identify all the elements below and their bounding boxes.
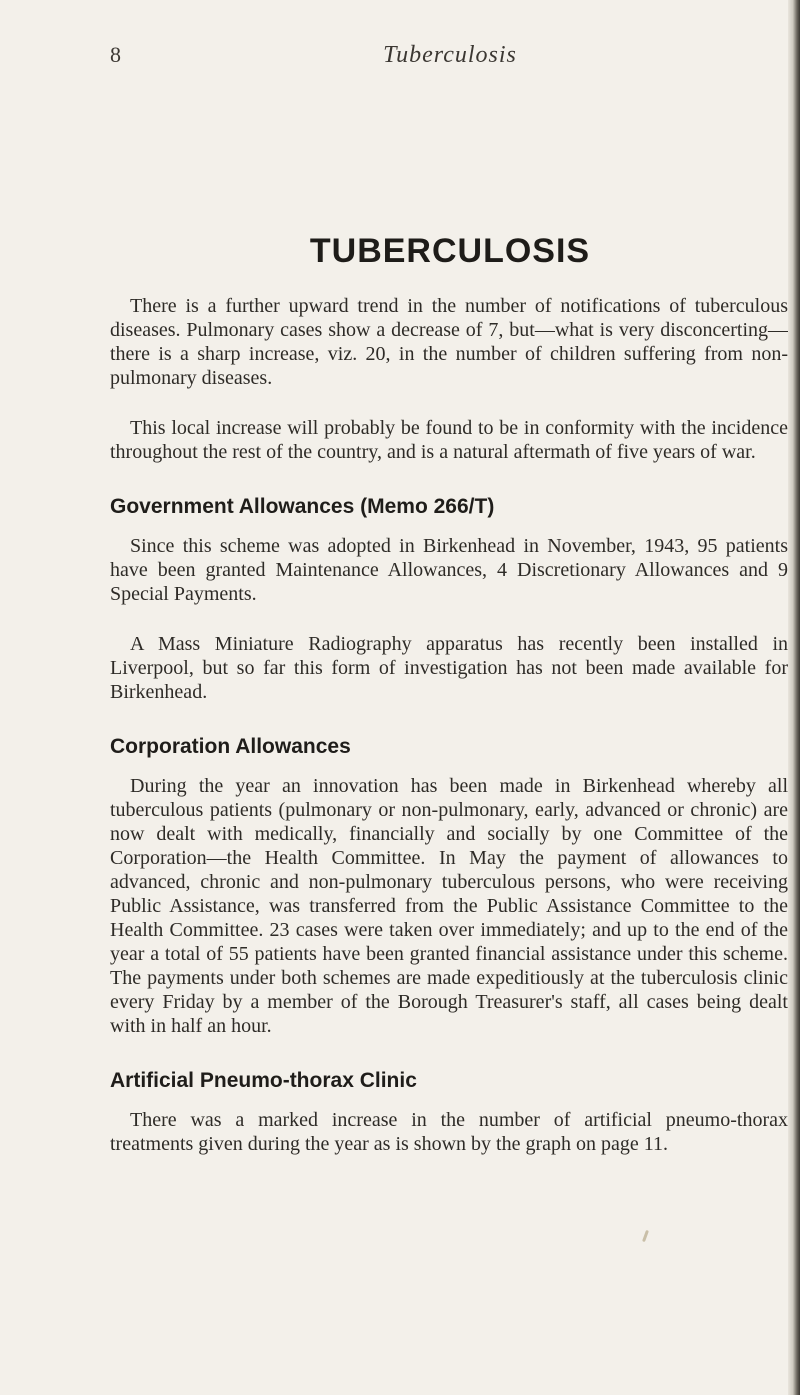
corporation-allowances-paragraph: During the year an innovation has been made in Birkenhead whereby all tuberculous patients (pulmonary or non-pulmonary, early, advanced or chronic) are now dealt with medically, financially and socially by one Committee of the Corporation—the Health Committee. In May the payment of allowances to advanced, chronic and non-pulmonary tuberculous persons, who were receiving Public Assistance, was transferred from the Public Assistance Committee to the Health Committee. 23 cases were taken over immediately; and up to the end of the year a total of 55 patients have been granted financial assistance under this scheme. The payments under both schemes are made expeditiously at the tuberculosis clinic every Friday by a member of the Borough Treasurer's staff, all cases being dealt with in half an hour. [110,775,788,1037]
page-header [110,42,790,72]
intro-paragraph-2: This local increase will probably be found to be in conformity with the incidence throughout the rest of the country, and is a natural aftermath of five years of war. [110,417,788,463]
section-heading-pneumothorax-clinic: Artificial Pneumo-thorax Clinic [110,1069,417,1092]
page-number: 8 [110,42,121,67]
intro-paragraph-1: There is a further upward trend in the number of notifications of tuberculous diseases. Pulmonary cases show a decrease of 7, but—what is very disconcerting—there is a sharp increase, viz. 20, in the number of children suffering from non-pulmonary diseases. [110,295,788,389]
government-allowances-paragraph-2: A Mass Miniature Radiography apparatus has recently been installed in Liverpool, but so far this form of investigation has not been made available for Birkenhead. [110,633,788,703]
section-heading-corporation-allowances: Corporation Allowances [110,735,351,758]
section-heading-government-allowances: Government Allowances (Memo 266/T) [110,495,495,518]
paper-speck [642,1230,649,1242]
pneumothorax-clinic-paragraph: There was a marked increase in the number of artificial pneumo-thorax treatments given during the year as is shown by the graph on page 11. [110,1109,788,1155]
page-edge-shadow [788,0,800,1395]
page-title: TUBERCULOSIS [309,232,591,270]
running-head: Tuberculosis [383,42,517,68]
government-allowances-paragraph-1: Since this scheme was adopted in Birkenhead in November, 1943, 95 patients have been granted Maintenance Allowances, 4 Discretionary Allowances and 9 Special Payments. [110,535,788,605]
body-text [110,294,788,1182]
